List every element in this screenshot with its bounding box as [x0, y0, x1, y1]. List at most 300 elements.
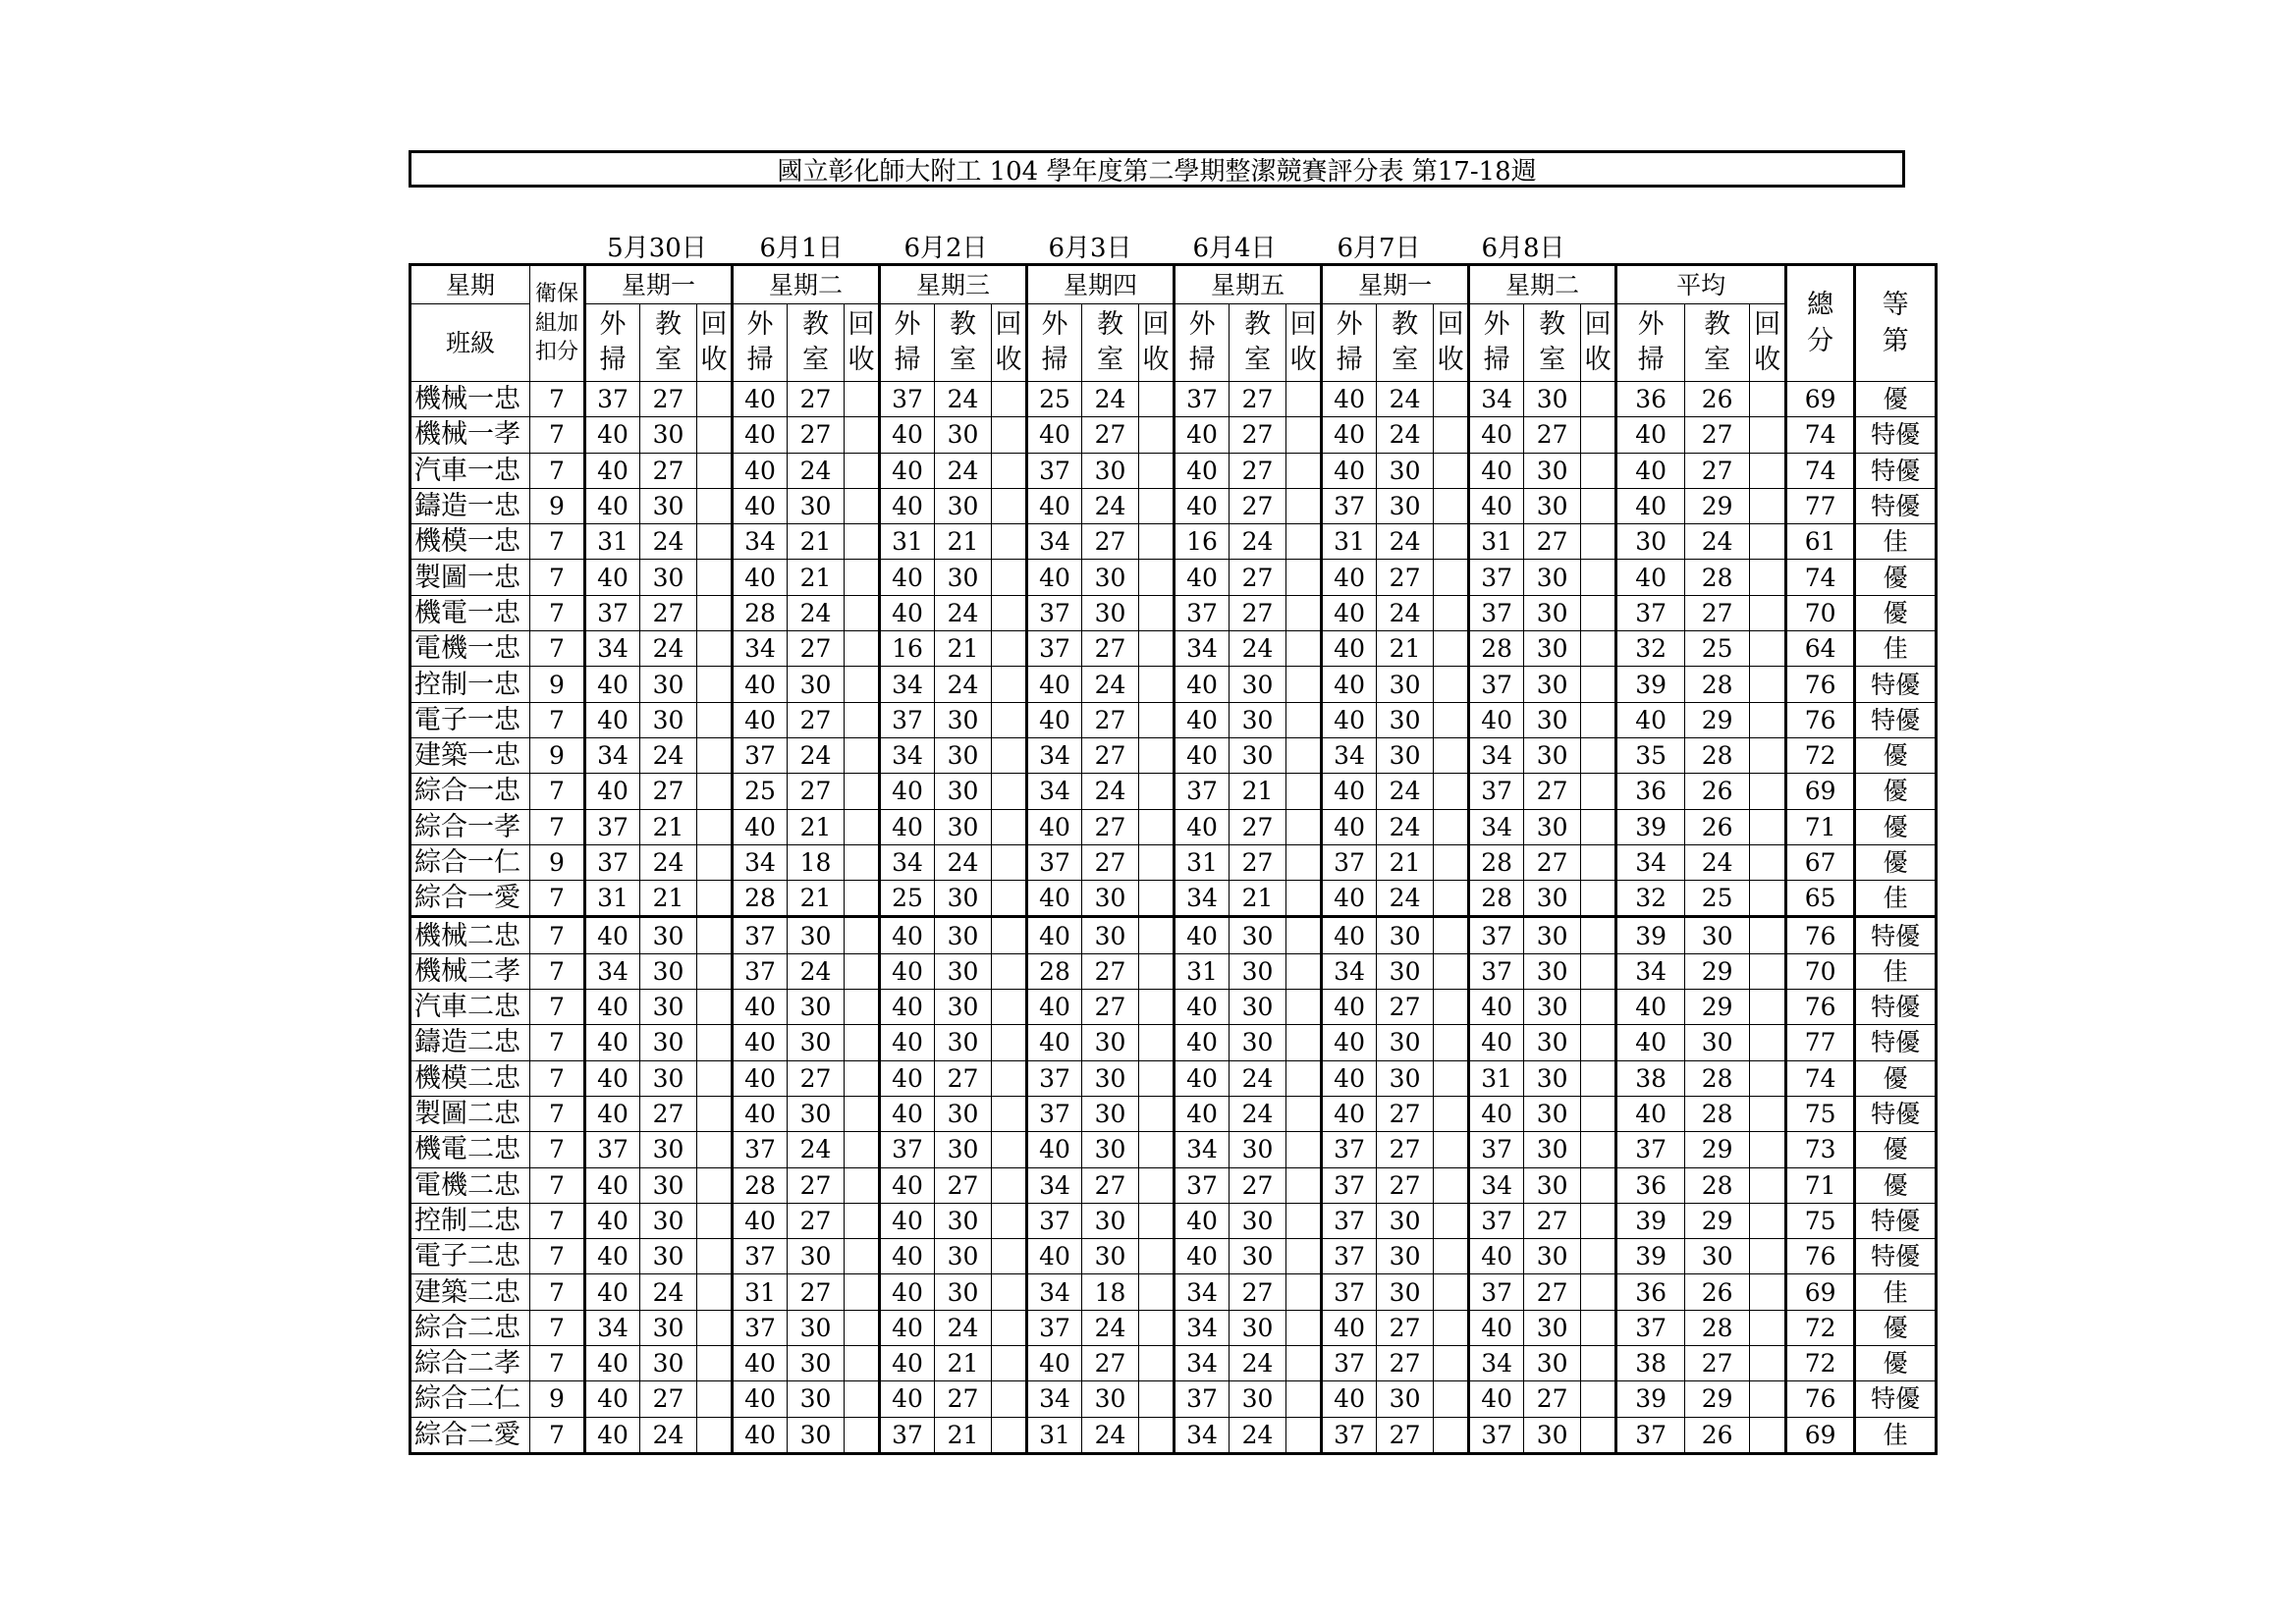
recycle-score-cell [1581, 524, 1616, 560]
bonus-cell: 9 [530, 844, 585, 880]
classroom-score-cell: 24 [1082, 1417, 1139, 1453]
avg-classroom-cell: 27 [1685, 453, 1750, 488]
grade-cell: 特優 [1855, 488, 1937, 523]
outdoor-subheader: 外 掃 [1469, 304, 1524, 382]
outdoor-score-cell: 34 [1469, 737, 1524, 773]
avg-recycle-cell [1750, 1060, 1786, 1096]
total-cell: 74 [1786, 560, 1855, 595]
classroom-score-cell: 21 [1377, 844, 1434, 880]
classroom-score-cell: 30 [1082, 1132, 1139, 1167]
recycle-score-cell [845, 737, 880, 773]
recycle-score-cell [992, 1096, 1027, 1131]
avg-outdoor-cell: 38 [1616, 1346, 1685, 1381]
outdoor-score-cell: 31 [1469, 524, 1524, 560]
classroom-score-cell: 30 [1377, 917, 1434, 953]
outdoor-score-cell: 31 [733, 1274, 788, 1310]
recycle-score-cell [1286, 881, 1322, 917]
classroom-score-cell: 30 [640, 1060, 697, 1096]
class-name-cell: 綜合二忠 [410, 1310, 530, 1345]
avg-outdoor-cell: 40 [1616, 702, 1685, 737]
recycle-score-cell [1286, 774, 1322, 809]
outdoor-score-cell: 40 [880, 560, 935, 595]
classroom-score-cell: 30 [1524, 631, 1581, 667]
grade-cell: 優 [1855, 809, 1937, 844]
classroom-score-cell: 30 [788, 667, 845, 702]
avg-recycle-cell [1750, 1417, 1786, 1453]
avg-classroom-cell: 28 [1685, 1060, 1750, 1096]
classroom-score-cell: 30 [788, 1381, 845, 1417]
header-row-weekdays [410, 265, 1937, 304]
classroom-score-cell: 30 [788, 990, 845, 1025]
table-header [410, 265, 1937, 382]
bonus-cell: 7 [530, 881, 585, 917]
classroom-score-cell: 30 [788, 1310, 845, 1345]
avg-classroom-cell: 27 [1685, 417, 1750, 453]
classroom-score-cell: 24 [1082, 488, 1139, 523]
outdoor-score-cell: 40 [733, 1381, 788, 1417]
outdoor-score-cell: 40 [1175, 453, 1230, 488]
recycle-score-cell [1139, 844, 1175, 880]
grade-cell: 優 [1855, 1346, 1937, 1381]
bonus-cell: 7 [530, 774, 585, 809]
outdoor-score-cell: 40 [1027, 990, 1082, 1025]
outdoor-score-cell: 40 [1175, 1239, 1230, 1274]
recycle-score-cell [1434, 702, 1469, 737]
classroom-score-cell: 30 [1524, 1310, 1581, 1345]
date-label: 5月30日 [607, 234, 707, 263]
recycle-score-cell [845, 1417, 880, 1453]
classroom-score-cell: 30 [1524, 1025, 1581, 1060]
recycle-score-cell [1286, 1203, 1322, 1238]
recycle-score-cell [1286, 737, 1322, 773]
classroom-subheader: 教 室 [788, 304, 845, 382]
classroom-score-cell: 30 [640, 1167, 697, 1203]
recycle-score-cell [1286, 417, 1322, 453]
outdoor-score-cell: 40 [880, 1025, 935, 1060]
recycle-score-cell [1581, 1381, 1616, 1417]
recycle-score-cell [697, 917, 733, 953]
table-row [410, 667, 1937, 702]
bonus-cell: 7 [530, 1025, 585, 1060]
outdoor-score-cell: 37 [1469, 1274, 1524, 1310]
total-cell: 75 [1786, 1203, 1855, 1238]
recycle-score-cell [1139, 631, 1175, 667]
classroom-score-cell: 30 [935, 1132, 992, 1167]
outdoor-score-cell: 40 [880, 488, 935, 523]
outdoor-score-cell: 40 [1322, 1310, 1377, 1345]
outdoor-score-cell: 16 [880, 631, 935, 667]
class-name-cell: 綜合二孝 [410, 1346, 530, 1381]
recycle-score-cell [1434, 1239, 1469, 1274]
avg-outdoor-cell: 35 [1616, 737, 1685, 773]
class-name-cell: 建築一忠 [410, 737, 530, 773]
avg-classroom-cell: 27 [1685, 1346, 1750, 1381]
date-label: 6月8日 [1481, 234, 1565, 263]
table-row [410, 774, 1937, 809]
outdoor-score-cell: 40 [1322, 774, 1377, 809]
avg-outdoor-cell: 37 [1616, 1132, 1685, 1167]
bonus-cell: 7 [530, 1060, 585, 1096]
classroom-score-cell: 21 [1230, 774, 1286, 809]
outdoor-score-cell: 40 [1027, 1025, 1082, 1060]
classroom-score-cell: 21 [640, 881, 697, 917]
outdoor-score-cell: 34 [1322, 953, 1377, 989]
grade-cell: 優 [1855, 774, 1937, 809]
outdoor-score-cell: 40 [1469, 1381, 1524, 1417]
table-row [410, 631, 1937, 667]
classroom-subheader: 教 室 [1082, 304, 1139, 382]
recycle-score-cell [845, 844, 880, 880]
outdoor-score-cell: 40 [1322, 417, 1377, 453]
classroom-score-cell: 30 [1377, 667, 1434, 702]
classroom-score-cell: 30 [640, 1132, 697, 1167]
outdoor-score-cell: 37 [1027, 1203, 1082, 1238]
recycle-score-cell [1434, 990, 1469, 1025]
classroom-score-cell: 27 [1377, 1167, 1434, 1203]
recycle-score-cell [1286, 1060, 1322, 1096]
classroom-score-cell: 21 [935, 631, 992, 667]
total-cell: 73 [1786, 1132, 1855, 1167]
grade-cell: 優 [1855, 382, 1937, 417]
classroom-score-cell: 24 [640, 1417, 697, 1453]
outdoor-score-cell: 40 [733, 1096, 788, 1131]
outdoor-score-cell: 40 [585, 667, 640, 702]
avg-classroom-cell: 25 [1685, 881, 1750, 917]
recycle-score-cell [845, 1060, 880, 1096]
recycle-score-cell [1139, 990, 1175, 1025]
total-cell: 65 [1786, 881, 1855, 917]
classroom-score-cell: 24 [1377, 774, 1434, 809]
classroom-score-cell: 30 [1524, 917, 1581, 953]
classroom-score-cell: 30 [1082, 1060, 1139, 1096]
recycle-score-cell [1581, 1096, 1616, 1131]
recycle-score-cell [845, 1239, 880, 1274]
classroom-score-cell: 27 [1524, 524, 1581, 560]
classroom-score-cell: 24 [1230, 1346, 1286, 1381]
outdoor-score-cell: 40 [585, 1274, 640, 1310]
classroom-subheader: 教 室 [935, 304, 992, 382]
outdoor-score-cell: 31 [1322, 524, 1377, 560]
class-name-cell: 控制一忠 [410, 667, 530, 702]
classroom-subheader: 教 室 [1377, 304, 1434, 382]
outdoor-score-cell: 37 [1322, 1132, 1377, 1167]
recycle-score-cell [697, 737, 733, 773]
grade-header: 等 第 [1855, 265, 1937, 382]
recycle-score-cell [1581, 1167, 1616, 1203]
outdoor-score-cell: 40 [1469, 417, 1524, 453]
class-name-cell: 綜合一忠 [410, 774, 530, 809]
classroom-score-cell: 24 [640, 631, 697, 667]
recycle-score-cell [1139, 1417, 1175, 1453]
outdoor-score-cell: 37 [585, 595, 640, 630]
classroom-score-cell: 30 [640, 488, 697, 523]
recycle-score-cell [992, 1239, 1027, 1274]
avg-outdoor-cell: 37 [1616, 1417, 1685, 1453]
bonus-cell: 9 [530, 1381, 585, 1417]
recycle-score-cell [992, 1346, 1027, 1381]
class-name-cell: 綜合二愛 [410, 1417, 530, 1453]
outdoor-score-cell: 40 [585, 917, 640, 953]
classroom-score-cell: 30 [935, 1096, 992, 1131]
classroom-score-cell: 24 [1082, 774, 1139, 809]
recycle-score-cell [1139, 524, 1175, 560]
bonus-cell: 7 [530, 917, 585, 953]
avg-classroom-cell: 26 [1685, 774, 1750, 809]
classroom-score-cell: 27 [1082, 702, 1139, 737]
recycle-score-cell [992, 417, 1027, 453]
outdoor-score-cell: 34 [1175, 1346, 1230, 1381]
outdoor-score-cell: 34 [1027, 1274, 1082, 1310]
avg-recycle-cell [1750, 1310, 1786, 1345]
recycle-score-cell [845, 417, 880, 453]
recycle-score-cell [1139, 560, 1175, 595]
classroom-score-cell: 27 [1082, 953, 1139, 989]
outdoor-score-cell: 37 [1469, 953, 1524, 989]
recycle-score-cell [1581, 917, 1616, 953]
avg-recycle-cell [1750, 488, 1786, 523]
classroom-score-cell: 27 [1082, 990, 1139, 1025]
classroom-score-cell: 24 [788, 453, 845, 488]
recycle-score-cell [1434, 881, 1469, 917]
avg-classroom-cell: 29 [1685, 953, 1750, 989]
classroom-score-cell: 21 [1377, 631, 1434, 667]
classroom-score-cell: 24 [640, 737, 697, 773]
outdoor-score-cell: 28 [1469, 631, 1524, 667]
avg-classroom-cell: 26 [1685, 809, 1750, 844]
outdoor-subheader: 外 掃 [1027, 304, 1082, 382]
bonus-cell: 7 [530, 631, 585, 667]
recycle-score-cell [1434, 1274, 1469, 1310]
outdoor-score-cell: 37 [1469, 595, 1524, 630]
outdoor-score-cell: 34 [880, 667, 935, 702]
bonus-cell: 7 [530, 1274, 585, 1310]
classroom-score-cell: 30 [1524, 1096, 1581, 1131]
recycle-score-cell [1286, 809, 1322, 844]
avg-outdoor-cell: 40 [1616, 488, 1685, 523]
recycle-score-cell [1434, 1060, 1469, 1096]
outdoor-score-cell: 40 [880, 774, 935, 809]
outdoor-score-cell: 40 [880, 990, 935, 1025]
avg-classroom-cell: 26 [1685, 382, 1750, 417]
grade-cell: 優 [1855, 737, 1937, 773]
recycle-score-cell [1434, 417, 1469, 453]
total-cell: 76 [1786, 990, 1855, 1025]
weekday-header: 星期二 [1469, 265, 1616, 304]
classroom-score-cell: 21 [640, 809, 697, 844]
avg-recycle-cell [1750, 1274, 1786, 1310]
recycle-score-cell [1286, 1132, 1322, 1167]
bonus-cell: 7 [530, 809, 585, 844]
avg-classroom-cell: 29 [1685, 990, 1750, 1025]
recycle-score-cell [1139, 488, 1175, 523]
avg-recycle-cell [1750, 881, 1786, 917]
weekday-header: 星期三 [880, 265, 1027, 304]
avg-recycle-cell [1750, 631, 1786, 667]
classroom-score-cell: 30 [1377, 453, 1434, 488]
recycle-score-cell [697, 382, 733, 417]
recycle-score-cell [992, 560, 1027, 595]
recycle-score-cell [845, 524, 880, 560]
bonus-cell: 7 [530, 382, 585, 417]
classroom-score-cell: 30 [935, 1203, 992, 1238]
recycle-score-cell [1139, 1025, 1175, 1060]
grade-cell: 特優 [1855, 990, 1937, 1025]
classroom-score-cell: 27 [1230, 453, 1286, 488]
recycle-score-cell [1286, 702, 1322, 737]
weekday-header: 星期五 [1175, 265, 1322, 304]
classroom-score-cell: 24 [788, 953, 845, 989]
classroom-score-cell: 27 [788, 631, 845, 667]
table-row [410, 1274, 1937, 1310]
classroom-score-cell: 30 [1230, 1203, 1286, 1238]
outdoor-score-cell: 40 [880, 1346, 935, 1381]
outdoor-score-cell: 37 [733, 1310, 788, 1345]
recycle-score-cell [1581, 990, 1616, 1025]
classroom-score-cell: 27 [1082, 524, 1139, 560]
recycle-score-cell [697, 1132, 733, 1167]
table-row [410, 702, 1937, 737]
classroom-score-cell: 30 [1524, 453, 1581, 488]
classroom-score-cell: 27 [640, 382, 697, 417]
class-name-cell: 電子一忠 [410, 702, 530, 737]
classroom-score-cell: 24 [640, 844, 697, 880]
classroom-score-cell: 24 [1230, 1417, 1286, 1453]
avg-classroom-cell: 29 [1685, 1381, 1750, 1417]
weekday-header: 星期一 [585, 265, 733, 304]
outdoor-score-cell: 34 [880, 737, 935, 773]
total-cell: 70 [1786, 953, 1855, 989]
recycle-score-cell [697, 844, 733, 880]
bonus-cell: 7 [530, 990, 585, 1025]
outdoor-score-cell: 40 [585, 1060, 640, 1096]
classroom-score-cell: 30 [640, 702, 697, 737]
avg-classroom-cell: 26 [1685, 1274, 1750, 1310]
recycle-score-cell [1139, 1239, 1175, 1274]
outdoor-score-cell: 40 [880, 1239, 935, 1274]
recycle-score-cell [992, 1132, 1027, 1167]
classroom-score-cell: 30 [935, 990, 992, 1025]
total-cell: 76 [1786, 702, 1855, 737]
avg-classroom-cell: 28 [1685, 667, 1750, 702]
bonus-cell: 7 [530, 595, 585, 630]
outdoor-subheader: 外 掃 [1322, 304, 1377, 382]
outdoor-score-cell: 34 [1469, 809, 1524, 844]
classroom-score-cell: 30 [1082, 1381, 1139, 1417]
outdoor-score-cell: 40 [1322, 1381, 1377, 1417]
table-row [410, 1203, 1937, 1238]
recycle-score-cell [697, 595, 733, 630]
recycle-subheader: 回 收 [845, 304, 880, 382]
outdoor-score-cell: 40 [1469, 990, 1524, 1025]
outdoor-subheader: 外 掃 [880, 304, 935, 382]
avg-outdoor-cell: 37 [1616, 1310, 1685, 1345]
avg-outdoor-cell: 39 [1616, 1203, 1685, 1238]
recycle-score-cell [1581, 453, 1616, 488]
outdoor-score-cell: 40 [733, 453, 788, 488]
recycle-score-cell [697, 774, 733, 809]
classroom-score-cell: 21 [935, 524, 992, 560]
outdoor-score-cell: 40 [1027, 702, 1082, 737]
recycle-score-cell [992, 737, 1027, 773]
outdoor-score-cell: 34 [1027, 737, 1082, 773]
class-name-cell: 機械二忠 [410, 917, 530, 953]
outdoor-score-cell: 34 [1175, 631, 1230, 667]
total-cell: 67 [1786, 844, 1855, 880]
classroom-score-cell: 30 [935, 774, 992, 809]
classroom-score-cell: 24 [935, 844, 992, 880]
grade-cell: 特優 [1855, 917, 1937, 953]
recycle-score-cell [1139, 1381, 1175, 1417]
recycle-score-cell [845, 1096, 880, 1131]
outdoor-score-cell: 40 [880, 1310, 935, 1345]
avg-recycle-cell [1750, 844, 1786, 880]
date-label: 6月3日 [1048, 234, 1132, 263]
total-cell: 71 [1786, 1167, 1855, 1203]
outdoor-score-cell: 34 [1322, 737, 1377, 773]
outdoor-score-cell: 34 [733, 524, 788, 560]
date-row [409, 228, 1905, 263]
recycle-score-cell [845, 1310, 880, 1345]
grade-cell: 特優 [1855, 417, 1937, 453]
outdoor-score-cell: 37 [1469, 667, 1524, 702]
outdoor-score-cell: 40 [1322, 1025, 1377, 1060]
class-name-cell: 電機一忠 [410, 631, 530, 667]
grade-cell: 優 [1855, 844, 1937, 880]
bonus-cell: 7 [530, 560, 585, 595]
avg-outdoor-cell: 34 [1616, 844, 1685, 880]
outdoor-score-cell: 40 [1469, 1239, 1524, 1274]
outdoor-score-cell: 34 [733, 844, 788, 880]
classroom-score-cell: 30 [1377, 488, 1434, 523]
recycle-score-cell [1286, 453, 1322, 488]
class-name-cell: 建築二忠 [410, 1274, 530, 1310]
recycle-score-cell [992, 453, 1027, 488]
classroom-score-cell: 30 [935, 953, 992, 989]
class-name-cell: 機模二忠 [410, 1060, 530, 1096]
classroom-score-cell: 30 [935, 917, 992, 953]
outdoor-score-cell: 40 [733, 667, 788, 702]
recycle-score-cell [1581, 1274, 1616, 1310]
avg-classroom-cell: 24 [1685, 844, 1750, 880]
outdoor-score-cell: 40 [733, 990, 788, 1025]
outdoor-score-cell: 34 [585, 631, 640, 667]
classroom-score-cell: 27 [788, 1274, 845, 1310]
avg-outdoor-cell: 32 [1616, 631, 1685, 667]
recycle-score-cell [992, 1310, 1027, 1345]
outdoor-score-cell: 40 [585, 1203, 640, 1238]
recycle-score-cell [697, 1239, 733, 1274]
avg-recycle-cell [1750, 417, 1786, 453]
recycle-score-cell [1139, 667, 1175, 702]
recycle-score-cell [697, 667, 733, 702]
avg-outdoor-cell: 39 [1616, 667, 1685, 702]
outdoor-score-cell: 37 [733, 737, 788, 773]
classroom-score-cell: 30 [1524, 382, 1581, 417]
recycle-score-cell [1139, 917, 1175, 953]
classroom-score-cell: 24 [1082, 667, 1139, 702]
outdoor-score-cell: 37 [1322, 1346, 1377, 1381]
avg-outdoor-cell: 40 [1616, 1025, 1685, 1060]
recycle-score-cell [1286, 1025, 1322, 1060]
avg-outdoor-cell: 40 [1616, 990, 1685, 1025]
bonus-cell: 7 [530, 1239, 585, 1274]
total-cell: 72 [1786, 1346, 1855, 1381]
recycle-score-cell [1581, 809, 1616, 844]
avg-outdoor-cell: 39 [1616, 917, 1685, 953]
classroom-score-cell: 27 [1230, 417, 1286, 453]
recycle-score-cell [1286, 990, 1322, 1025]
outdoor-score-cell: 40 [1175, 990, 1230, 1025]
